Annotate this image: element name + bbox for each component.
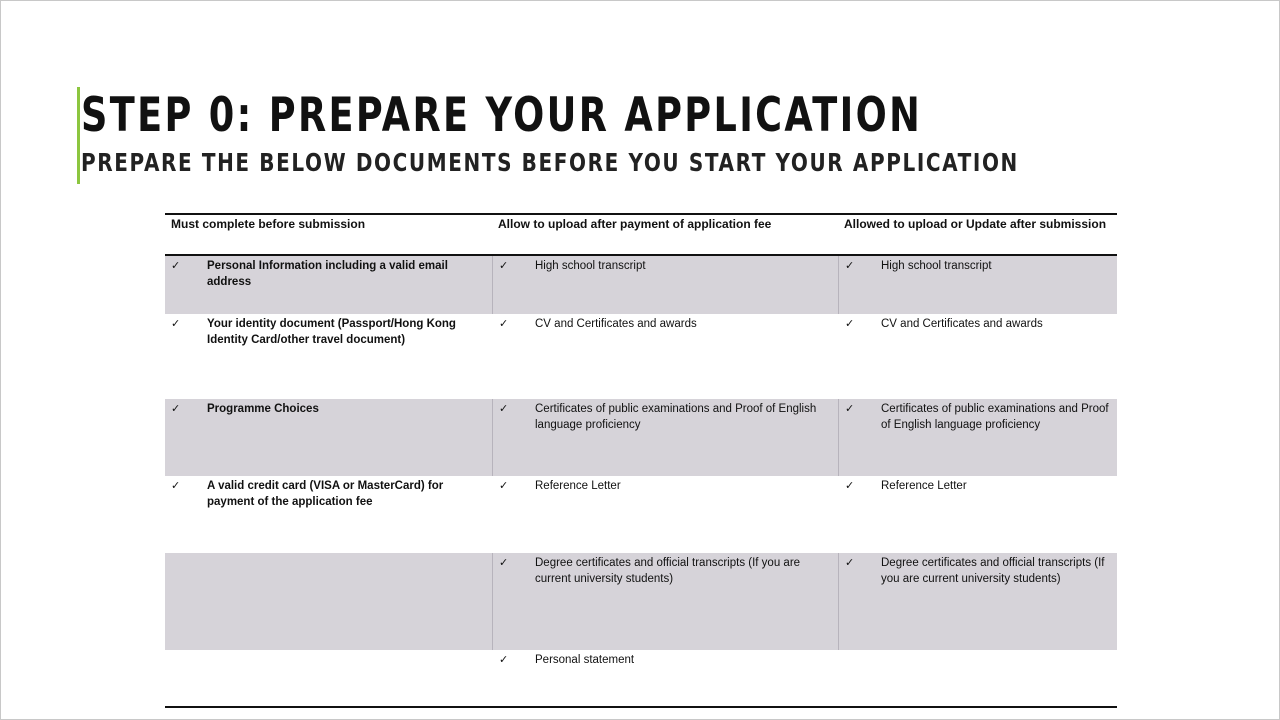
- slide-subtitle: PREPARE THE BELOW DOCUMENTS BEFORE YOU START YOUR APPLICATION: [81, 148, 1019, 177]
- check-icon: ✓: [499, 480, 509, 492]
- check-icon: ✓: [171, 260, 181, 272]
- check-icon: ✓: [171, 403, 181, 415]
- documents-table: [165, 213, 1117, 708]
- table-header-row: [165, 215, 1117, 256]
- check-icon: ✓: [499, 654, 509, 666]
- title-accent-bar: [77, 87, 80, 184]
- check-icon: ✓: [845, 260, 855, 272]
- check-icon: ✓: [171, 318, 181, 330]
- list-item: ✓ A valid credit card (VISA or MasterCard) for payment of the application fee: [171, 480, 444, 508]
- list-item: ✓ CV and Certificates and awards: [499, 318, 697, 330]
- list-item: ✓ High school transcript: [845, 260, 992, 272]
- check-icon: ✓: [499, 260, 509, 272]
- list-item: ✓ High school transcript: [499, 260, 646, 272]
- list-item: ✓ Personal Information including a valid email address: [171, 260, 448, 288]
- check-icon: ✓: [499, 318, 509, 330]
- check-icon: ✓: [845, 403, 855, 415]
- check-icon: ✓: [845, 557, 855, 569]
- list-item: ✓ CV and Certificates and awards: [845, 318, 1043, 330]
- list-item: ✓ Certificates of public examinations and Proof of English language proficiency: [499, 403, 817, 431]
- header-after-submission: Allowed to upload or Update after submission: [844, 217, 1107, 231]
- table-row: [165, 314, 1117, 399]
- table-bottom-rule: [165, 706, 1117, 708]
- header-must-complete: Must complete before submission: [171, 217, 366, 231]
- list-item: ✓ Degree certificates and official transcripts (If you are current university students): [499, 557, 801, 585]
- list-item: ✓ Your identity document (Passport/Hong Kong Identity Card/other travel document): [171, 318, 456, 346]
- table-row: [165, 256, 1117, 314]
- list-item: ✓ Reference Letter: [499, 480, 621, 492]
- check-icon: ✓: [499, 403, 509, 415]
- list-item: ✓ Programme Choices: [171, 403, 319, 415]
- table-row: [165, 553, 1117, 650]
- list-item: ✓ Degree certificates and official transcripts (If you are current university students): [845, 557, 1105, 585]
- table-row: [165, 399, 1117, 476]
- list-item: ✓ Personal statement: [499, 654, 635, 666]
- table-row: [165, 476, 1117, 553]
- table-row: [165, 650, 1117, 706]
- slide-title: STEP 0: PREPARE YOUR APPLICATION: [81, 88, 923, 143]
- check-icon: ✓: [845, 318, 855, 330]
- check-icon: ✓: [499, 557, 509, 569]
- list-item: ✓ Certificates of public examinations and Proof of English language proficiency: [845, 403, 1109, 431]
- header-after-payment: Allow to upload after payment of application fee: [498, 217, 772, 231]
- list-item: ✓ Reference Letter: [845, 480, 967, 492]
- check-icon: ✓: [171, 480, 181, 492]
- check-icon: ✓: [845, 480, 855, 492]
